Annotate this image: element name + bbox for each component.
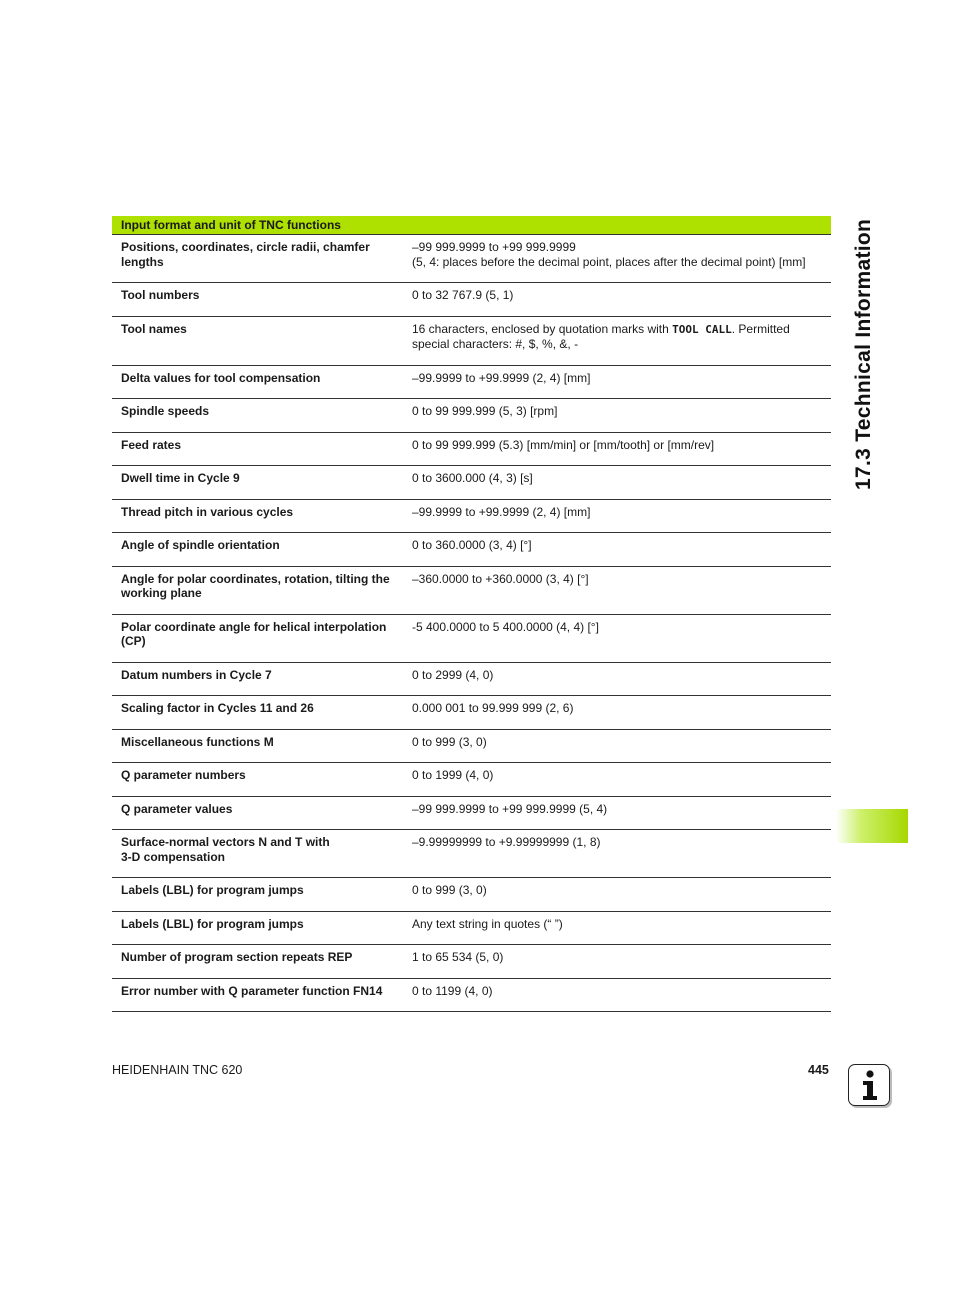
table-row <box>112 614 831 662</box>
parameter-name: Surface-normal vectors N and T with 3-D compensation <box>112 830 403 878</box>
page-number: 445 <box>808 1063 829 1077</box>
parameter-name: Tool names <box>112 316 403 365</box>
table-row <box>112 763 831 797</box>
parameter-name: Thread pitch in various cycles <box>112 499 403 533</box>
parameter-value: Any text string in quotes (“ ”) <box>403 911 831 945</box>
parameter-value: 0 to 2999 (4, 0) <box>403 662 831 696</box>
table-row <box>112 466 831 500</box>
parameter-name: Labels (LBL) for program jumps <box>112 878 403 912</box>
parameter-name: Delta values for tool compensation <box>112 365 403 399</box>
parameter-value: 0.000 001 to 99.999 999 (2, 6) <box>403 696 831 730</box>
value-text: 16 characters, enclosed by quotation marks with <box>412 321 673 336</box>
parameter-name: Positions, coordinates, circle radii, chamfer lengths <box>112 235 403 283</box>
table-header: Input format and unit of TNC functions <box>112 216 831 235</box>
parameter-value: –360.0000 to +360.0000 (3, 4) [°] <box>403 566 831 614</box>
parameter-name: Datum numbers in Cycle 7 <box>112 662 403 696</box>
parameter-name: Error number with Q parameter function FN14 <box>112 978 403 1012</box>
parameter-name: Feed rates <box>112 432 403 466</box>
table-row <box>112 399 831 433</box>
table-row <box>112 365 831 399</box>
table-row <box>112 878 831 912</box>
parameter-value: 0 to 99 999.999 (5, 3) [rpm] <box>403 399 831 433</box>
parameter-value: 0 to 1199 (4, 0) <box>403 978 831 1012</box>
parameter-value: –99.9999 to +99.9999 (2, 4) [mm] <box>403 365 831 399</box>
value-text: . Permitted special characters: #, $, %, &, - <box>412 321 790 351</box>
parameter-name: Scaling factor in Cycles 11 and 26 <box>112 696 403 730</box>
table-row <box>112 796 831 830</box>
parameter-value: 0 to 999 (3, 0) <box>403 729 831 763</box>
parameter-value: 0 to 1999 (4, 0) <box>403 763 831 797</box>
parameter-value <box>403 316 831 365</box>
table-row <box>112 283 831 317</box>
parameter-name: Spindle speeds <box>112 399 403 433</box>
table-row <box>112 235 831 283</box>
table-row <box>112 533 831 567</box>
parameter-name: Number of program section repeats REP <box>112 945 403 979</box>
section-title-vertical: 17.3 Technical Information <box>852 218 875 490</box>
table-row <box>112 316 831 365</box>
parameter-name: Polar coordinate angle for helical interpolation (CP) <box>112 614 403 662</box>
table-row <box>112 432 831 466</box>
chapter-tab <box>836 809 908 843</box>
value-code: TOOL CALL <box>672 322 732 336</box>
parameter-value: 0 to 360.0000 (3, 4) [°] <box>403 533 831 567</box>
parameter-name: Q parameter numbers <box>112 763 403 797</box>
table-row <box>112 662 831 696</box>
parameter-name: Q parameter values <box>112 796 403 830</box>
footer-product-name: HEIDENHAIN TNC 620 <box>112 1063 243 1077</box>
tnc-input-format-table <box>112 216 831 1012</box>
parameter-value: –99.9999 to +99.9999 (2, 4) [mm] <box>403 499 831 533</box>
parameter-value: -5 400.0000 to 5 400.0000 (4, 4) [°] <box>403 614 831 662</box>
parameter-name: Labels (LBL) for program jumps <box>112 911 403 945</box>
table-row <box>112 729 831 763</box>
parameter-name: Angle for polar coordinates, rotation, tilting the working plane <box>112 566 403 614</box>
table-header-row <box>112 216 831 235</box>
parameter-value: –99 999.9999 to +99 999.9999 (5, 4) <box>403 796 831 830</box>
parameter-name: Angle of spindle orientation <box>112 533 403 567</box>
table-row <box>112 696 831 730</box>
parameter-value: 0 to 999 (3, 0) <box>403 878 831 912</box>
parameter-value: 1 to 65 534 (5, 0) <box>403 945 831 979</box>
parameter-name: Tool numbers <box>112 283 403 317</box>
table-row <box>112 911 831 945</box>
table-body <box>112 235 831 1012</box>
table-row <box>112 830 831 878</box>
parameter-name: Dwell time in Cycle 9 <box>112 466 403 500</box>
table-row <box>112 499 831 533</box>
table-row <box>112 945 831 979</box>
parameter-value: 0 to 99 999.999 (5.3) [mm/min] or [mm/tooth] or [mm/rev] <box>403 432 831 466</box>
table-row <box>112 566 831 614</box>
parameter-value: 0 to 32 767.9 (5, 1) <box>403 283 831 317</box>
parameter-name: Miscellaneous functions M <box>112 729 403 763</box>
parameter-value: –9.99999999 to +9.99999999 (1, 8) <box>403 830 831 878</box>
table-row <box>112 978 831 1012</box>
info-icon <box>848 1064 890 1106</box>
parameter-value: 0 to 3600.000 (4, 3) [s] <box>403 466 831 500</box>
parameter-value: –99 999.9999 to +99 999.9999 (5, 4: places before the decimal point, places after the decimal point) [mm] <box>403 235 831 283</box>
